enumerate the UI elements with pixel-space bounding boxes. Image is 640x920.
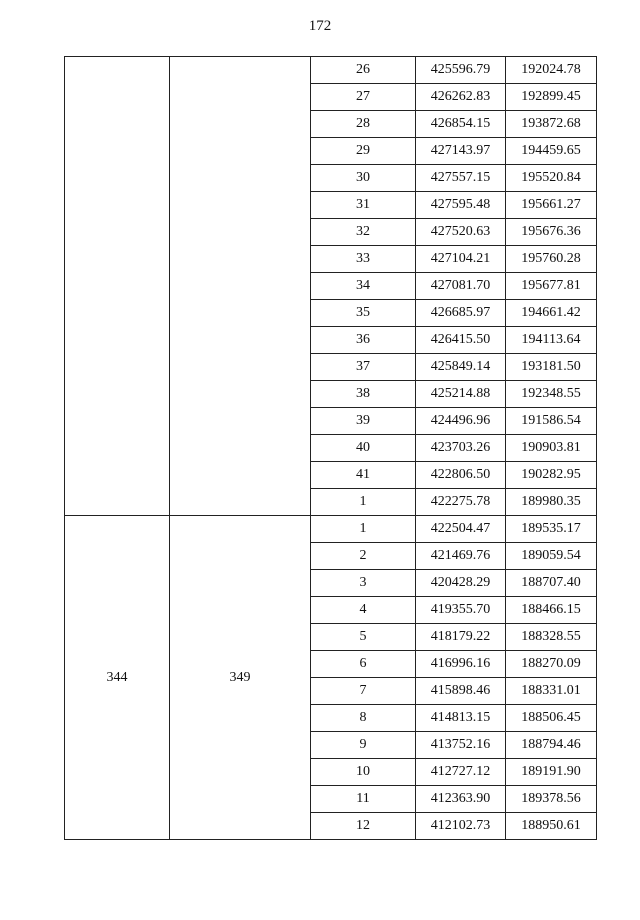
x-coordinate-cell: 415898.46: [416, 678, 506, 705]
point-number-cell: 26: [311, 57, 416, 84]
x-coordinate-cell: 414813.15: [416, 705, 506, 732]
point-number-cell: 8: [311, 705, 416, 732]
point-number-cell: 3: [311, 570, 416, 597]
point-number-cell: 7: [311, 678, 416, 705]
y-coordinate-cell: 194661.42: [506, 300, 597, 327]
y-coordinate-cell: 189378.56: [506, 786, 597, 813]
x-coordinate-cell: 422806.50: [416, 462, 506, 489]
table-row: [65, 516, 597, 543]
y-coordinate-cell: 188950.61: [506, 813, 597, 840]
y-coordinate-cell: 193181.50: [506, 354, 597, 381]
y-coordinate-cell: 195760.28: [506, 246, 597, 273]
group-ref-cell: 349: [170, 516, 311, 840]
y-coordinate-cell: 190903.81: [506, 435, 597, 462]
x-coordinate-cell: 427595.48: [416, 192, 506, 219]
x-coordinate-cell: 425596.79: [416, 57, 506, 84]
x-coordinate-cell: 424496.96: [416, 408, 506, 435]
point-number-cell: 36: [311, 327, 416, 354]
page-number: 172: [308, 18, 332, 34]
point-number-cell: 30: [311, 165, 416, 192]
group-ref-cell: [170, 57, 311, 516]
x-coordinate-cell: 412363.90: [416, 786, 506, 813]
x-coordinate-cell: 425849.14: [416, 354, 506, 381]
y-coordinate-cell: 194113.64: [506, 327, 597, 354]
x-coordinate-cell: 426854.15: [416, 111, 506, 138]
y-coordinate-cell: 195661.27: [506, 192, 597, 219]
y-coordinate-cell: 189535.17: [506, 516, 597, 543]
y-coordinate-cell: 195676.36: [506, 219, 597, 246]
y-coordinate-cell: 188270.09: [506, 651, 597, 678]
x-coordinate-cell: 425214.88: [416, 381, 506, 408]
point-number-cell: 9: [311, 732, 416, 759]
y-coordinate-cell: 189980.35: [506, 489, 597, 516]
coordinates-table-body: [65, 57, 597, 840]
point-number-cell: 35: [311, 300, 416, 327]
y-coordinate-cell: 188794.46: [506, 732, 597, 759]
y-coordinate-cell: 189191.90: [506, 759, 597, 786]
x-coordinate-cell: 423703.26: [416, 435, 506, 462]
point-number-cell: 12: [311, 813, 416, 840]
x-coordinate-cell: 412102.73: [416, 813, 506, 840]
point-number-cell: 38: [311, 381, 416, 408]
x-coordinate-cell: 427557.15: [416, 165, 506, 192]
point-number-cell: 40: [311, 435, 416, 462]
y-coordinate-cell: 188707.40: [506, 570, 597, 597]
y-coordinate-cell: 191586.54: [506, 408, 597, 435]
point-number-cell: 1: [311, 489, 416, 516]
point-number-cell: 4: [311, 597, 416, 624]
point-number-cell: 6: [311, 651, 416, 678]
y-coordinate-cell: 190282.95: [506, 462, 597, 489]
point-number-cell: 27: [311, 84, 416, 111]
y-coordinate-cell: 195677.81: [506, 273, 597, 300]
point-number-cell: 11: [311, 786, 416, 813]
point-number-cell: 33: [311, 246, 416, 273]
point-number-cell: 31: [311, 192, 416, 219]
y-coordinate-cell: 192899.45: [506, 84, 597, 111]
x-coordinate-cell: 426415.50: [416, 327, 506, 354]
point-number-cell: 41: [311, 462, 416, 489]
x-coordinate-cell: 412727.12: [416, 759, 506, 786]
group-id-cell: [65, 57, 170, 516]
x-coordinate-cell: 426685.97: [416, 300, 506, 327]
x-coordinate-cell: 427143.97: [416, 138, 506, 165]
point-number-cell: 39: [311, 408, 416, 435]
x-coordinate-cell: 420428.29: [416, 570, 506, 597]
x-coordinate-cell: 419355.70: [416, 597, 506, 624]
table-row: [65, 57, 597, 84]
point-number-cell: 10: [311, 759, 416, 786]
y-coordinate-cell: 189059.54: [506, 543, 597, 570]
group-id-cell: 344: [65, 516, 170, 840]
y-coordinate-cell: 188331.01: [506, 678, 597, 705]
point-number-cell: 5: [311, 624, 416, 651]
x-coordinate-cell: 427520.63: [416, 219, 506, 246]
y-coordinate-cell: 192024.78: [506, 57, 597, 84]
x-coordinate-cell: 416996.16: [416, 651, 506, 678]
x-coordinate-cell: 421469.76: [416, 543, 506, 570]
x-coordinate-cell: 418179.22: [416, 624, 506, 651]
x-coordinate-cell: 413752.16: [416, 732, 506, 759]
y-coordinate-cell: 188328.55: [506, 624, 597, 651]
point-number-cell: 1: [311, 516, 416, 543]
point-number-cell: 2: [311, 543, 416, 570]
y-coordinate-cell: 194459.65: [506, 138, 597, 165]
x-coordinate-cell: 426262.83: [416, 84, 506, 111]
y-coordinate-cell: 195520.84: [506, 165, 597, 192]
x-coordinate-cell: 427081.70: [416, 273, 506, 300]
point-number-cell: 32: [311, 219, 416, 246]
y-coordinate-cell: 188506.45: [506, 705, 597, 732]
x-coordinate-cell: 422275.78: [416, 489, 506, 516]
x-coordinate-cell: 422504.47: [416, 516, 506, 543]
point-number-cell: 28: [311, 111, 416, 138]
y-coordinate-cell: 192348.55: [506, 381, 597, 408]
point-number-cell: 29: [311, 138, 416, 165]
y-coordinate-cell: 193872.68: [506, 111, 597, 138]
point-number-cell: 37: [311, 354, 416, 381]
x-coordinate-cell: 427104.21: [416, 246, 506, 273]
point-number-cell: 34: [311, 273, 416, 300]
y-coordinate-cell: 188466.15: [506, 597, 597, 624]
coordinates-table: [64, 56, 597, 840]
